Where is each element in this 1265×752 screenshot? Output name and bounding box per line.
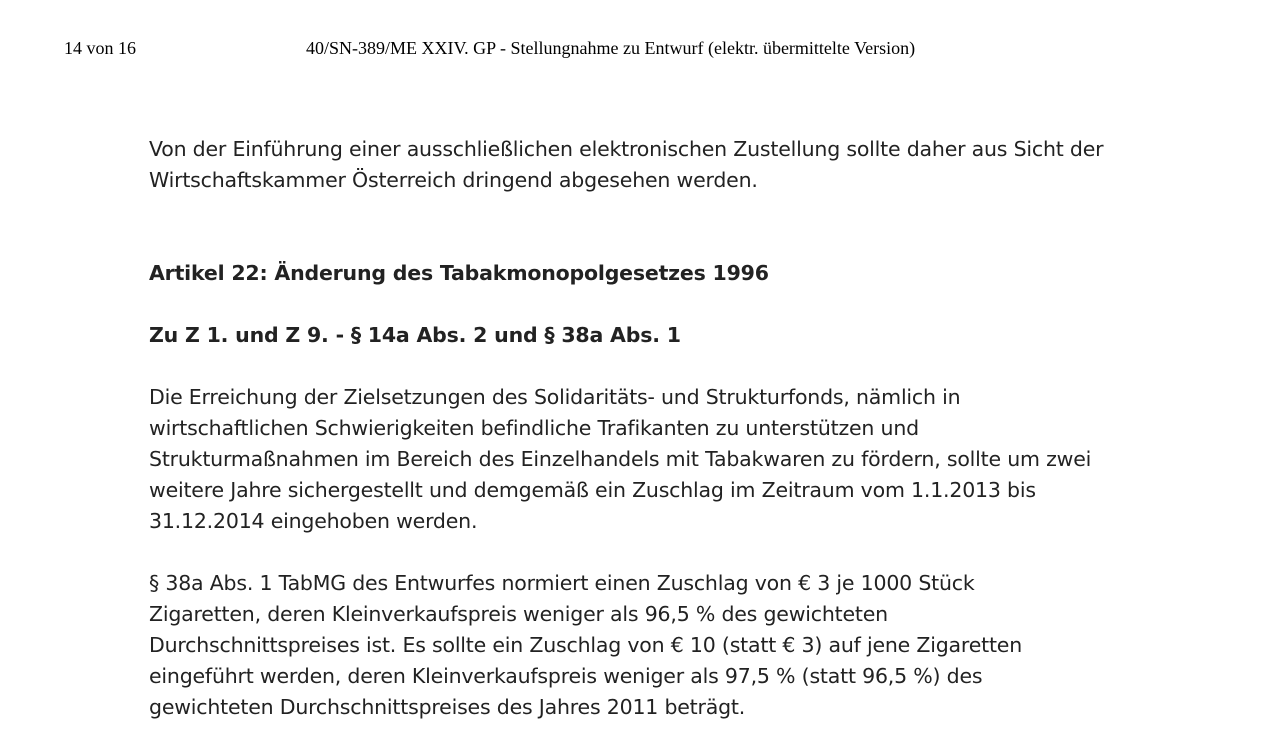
spacer <box>149 196 1129 258</box>
paragraph-surcharge: § 38a Abs. 1 TabMG des Entwurfes normiert einen Zuschlag von € 3 je 1000 Stück Zigaretten, deren Kleinverkaufspreis weniger als 96,5 % des gewichteten Durchschnittspreises ist. Es sollte ein Zuschlag von € 10 (statt € 3) auf jene Zigaretten eingeführt werden, deren Kleinverkaufspreis weniger als 97,5 % (statt 96,5 %) des gewichteten Durchschnittspreises des Jahres 2011 beträgt. <box>149 571 1022 719</box>
page-number: 14 von 16 <box>64 38 136 58</box>
spacer <box>149 537 1129 568</box>
intro-paragraph: Von der Einführung einer ausschließlichen elektronischen Zustellung sollte daher aus Sicht der Wirtschaftskammer Österreich dringend abgesehen werden. <box>149 137 1104 192</box>
spacer <box>149 289 1129 320</box>
article-heading: Artikel 22: Änderung des Tabakmonopolgesetzes 1996 <box>149 261 769 285</box>
page-header <box>0 38 1265 62</box>
document-title: 40/SN-389/ME XXIV. GP - Stellungnahme zu Entwurf (elektr. übermittelte Version) <box>306 38 916 58</box>
paragraph-solidarity-fund: Die Erreichung der Zielsetzungen des Solidaritäts- und Strukturfonds, nämlich in wirtschaftlichen Schwierigkeiten befindliche Trafikanten zu unterstützen und Strukturmaßnahmen im Bereich des Einzelhandels mit Tabakwaren zu fördern, sollte um zwei weitere Jahre sichergestellt und demgemäß ein Zuschlag im Zeitraum vom 1.1.2013 bis 31.12.2014 eingehoben werden. <box>149 385 1092 533</box>
section-subheading: Zu Z 1. und Z 9. - § 14a Abs. 2 und § 38a Abs. 1 <box>149 323 681 347</box>
document-body <box>149 134 1129 723</box>
spacer <box>149 351 1129 382</box>
